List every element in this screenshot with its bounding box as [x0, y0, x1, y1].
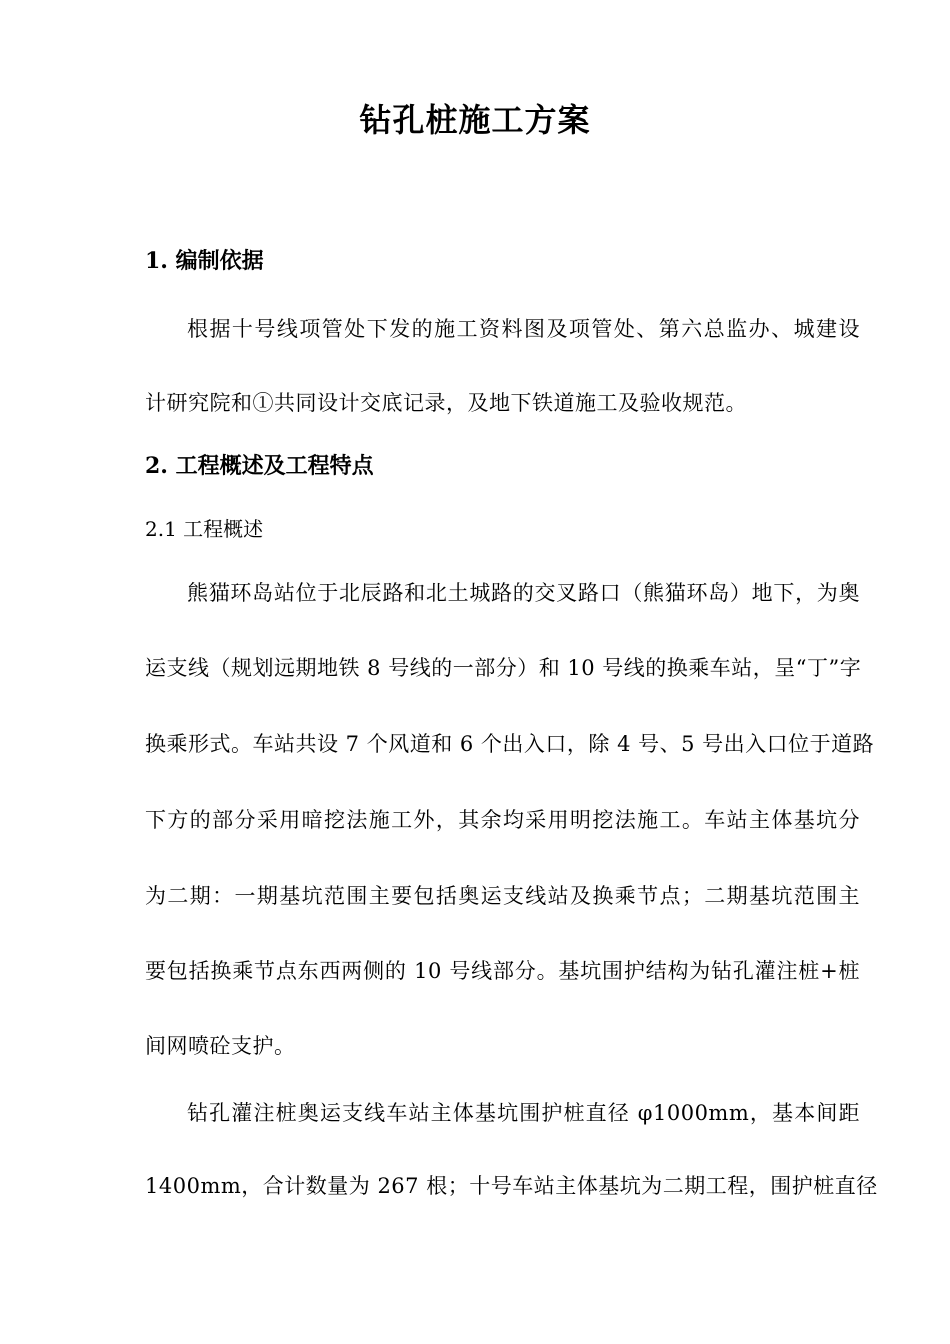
subsection-heading: 2.1 工程概述: [145, 517, 264, 541]
paragraph-line: 1400mm，合计数量为 267 根；十号车站主体基坑为二期工程，围护桩直径: [145, 1174, 878, 1198]
paragraph-line: 运支线（规划远期地铁 8 号线的一部分）和 10 号线的换乘车站，呈“丁”字: [145, 656, 862, 680]
paragraph-line: 间网喷砼支护。: [145, 1034, 296, 1058]
section-heading-2: 2. 工程概述及工程特点: [145, 453, 374, 479]
paragraph-line: 要包括换乘节点东西两侧的 10 号线部分。基坑围护结构为钻孔灌注桩+桩: [145, 959, 860, 983]
paragraph-line: 计研究院和①共同设计交底记录，及地下铁道施工及验收规范。: [145, 391, 747, 415]
section-heading-1: 1. 编制依据: [145, 248, 264, 274]
paragraph-line: 为二期：一期基坑范围主要包括奥运支线站及换乘节点；二期基坑范围主: [145, 884, 860, 908]
paragraph-line: 钻孔灌注桩奥运支线车站主体基坑围护桩直径 φ1000mm，基本间距: [187, 1101, 860, 1125]
paragraph-line: 根据十号线项管处下发的施工资料图及项管处、第六总监办、城建设: [187, 317, 860, 341]
paragraph-line: 熊猫环岛站位于北辰路和北土城路的交叉路口（熊猫环岛）地下，为奥: [187, 581, 860, 605]
paragraph-line: 下方的部分采用暗挖法施工外，其余均采用明挖法施工。车站主体基坑分: [145, 808, 860, 832]
paragraph-line: 换乘形式。车站共设 7 个风道和 6 个出入口，除 4 号、5 号出入口位于道路: [145, 732, 875, 756]
document-title: 钻孔桩施工方案: [359, 101, 591, 139]
